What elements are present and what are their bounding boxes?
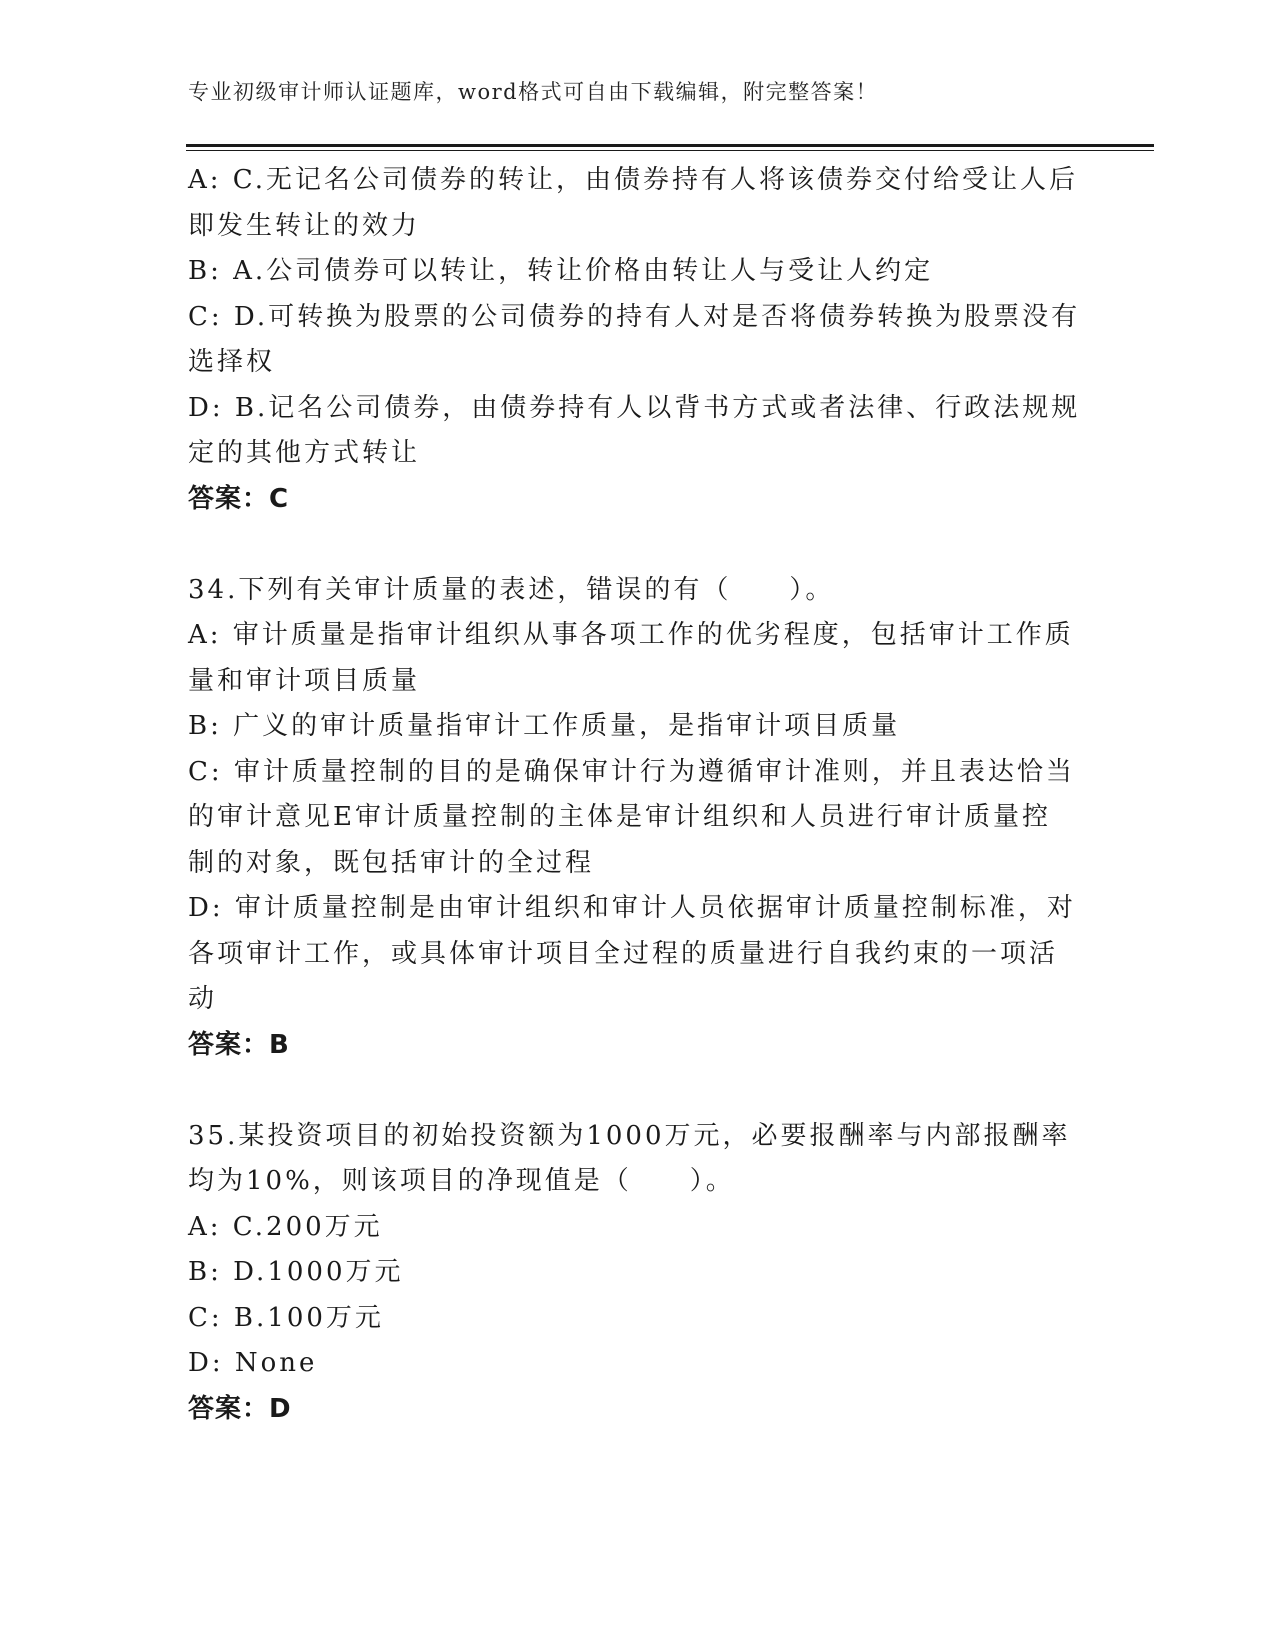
q33-option-a [188,158,1088,249]
q35-option-a: A: C.200万元 [188,1211,383,1242]
q35-stem [188,1114,1088,1205]
q34-answer: 答案：B [188,1029,290,1060]
spacer [188,522,1088,568]
document-body [188,158,1088,1432]
stem-line: 35.某投资项目的初始投资额为1000万元，必要报酬率与内部报酬率 [188,1120,1071,1151]
option-line: 量和审计项目质量 [188,665,421,696]
spacer [188,1068,1088,1114]
option-line: A: C.无记名公司债券的转让，由债券持有人将该债券交付给受让人后 [188,165,1079,195]
q35-answer: 答案：D [188,1393,292,1424]
q33-answer: 答案：C [188,483,290,514]
option-line: C: 审计质量控制的目的是确保审计行为遵循审计准则，并且表达恰当 [188,756,1075,787]
option-line: C: D.可转换为股票的公司债券的持有人对是否将债券转换为股票没有 [188,301,1081,332]
q35-option-c: C: B.100万元 [188,1302,384,1333]
option-line: 定的其他方式转让 [188,438,421,468]
option-line: 的审计意见E审计质量控制的主体是审计组织和人员进行审计质量控 [188,802,1051,832]
option-line: 各项审计工作，或具体审计项目全过程的质量进行自我约束的一项活 [188,938,1059,969]
option-line: B: 广义的审计质量指审计工作质量，是指审计项目质量 [188,711,901,741]
q34-stem: 34.下列有关审计质量的表述，错误的有（ ）。 [188,574,835,605]
document-header: 专业初级审计师认证题库，word格式可自由下载编辑，附完整答案！ [188,80,879,104]
option-line: 动 [188,984,218,1014]
q33-option-b [188,249,1088,295]
q34-option-d [188,886,1088,1023]
option-line: 即发生转让的效力 [188,210,421,241]
q34-option-c [188,750,1088,887]
q35-option-b: B: D.1000万元 [188,1257,404,1287]
stem-line: 均为10%，则该项目的净现值是（ ）。 [188,1166,735,1196]
option-line: D: B.记名公司债券，由债券持有人以背书方式或者法律、行政法规规 [188,392,1081,423]
q33-option-c [188,295,1088,386]
option-line: 制的对象，既包括审计的全过程 [188,847,595,878]
option-line: D: 审计质量控制是由审计组织和审计人员依据审计质量控制标准，对 [188,893,1076,923]
option-line: 选择权 [188,347,276,377]
option-line: B: A.公司债券可以转让，转让价格由转让人与受让人约定 [188,256,934,286]
header-rule-thick [186,144,1154,147]
header-rule-thin [186,150,1154,151]
q34-option-a [188,613,1088,704]
q34-option-b [188,704,1088,750]
q35-option-d: D: None [188,1348,318,1378]
option-line: A: 审计质量是指审计组织从事各项工作的优劣程度，包括审计工作质 [188,620,1074,650]
q33-option-d [188,386,1088,477]
